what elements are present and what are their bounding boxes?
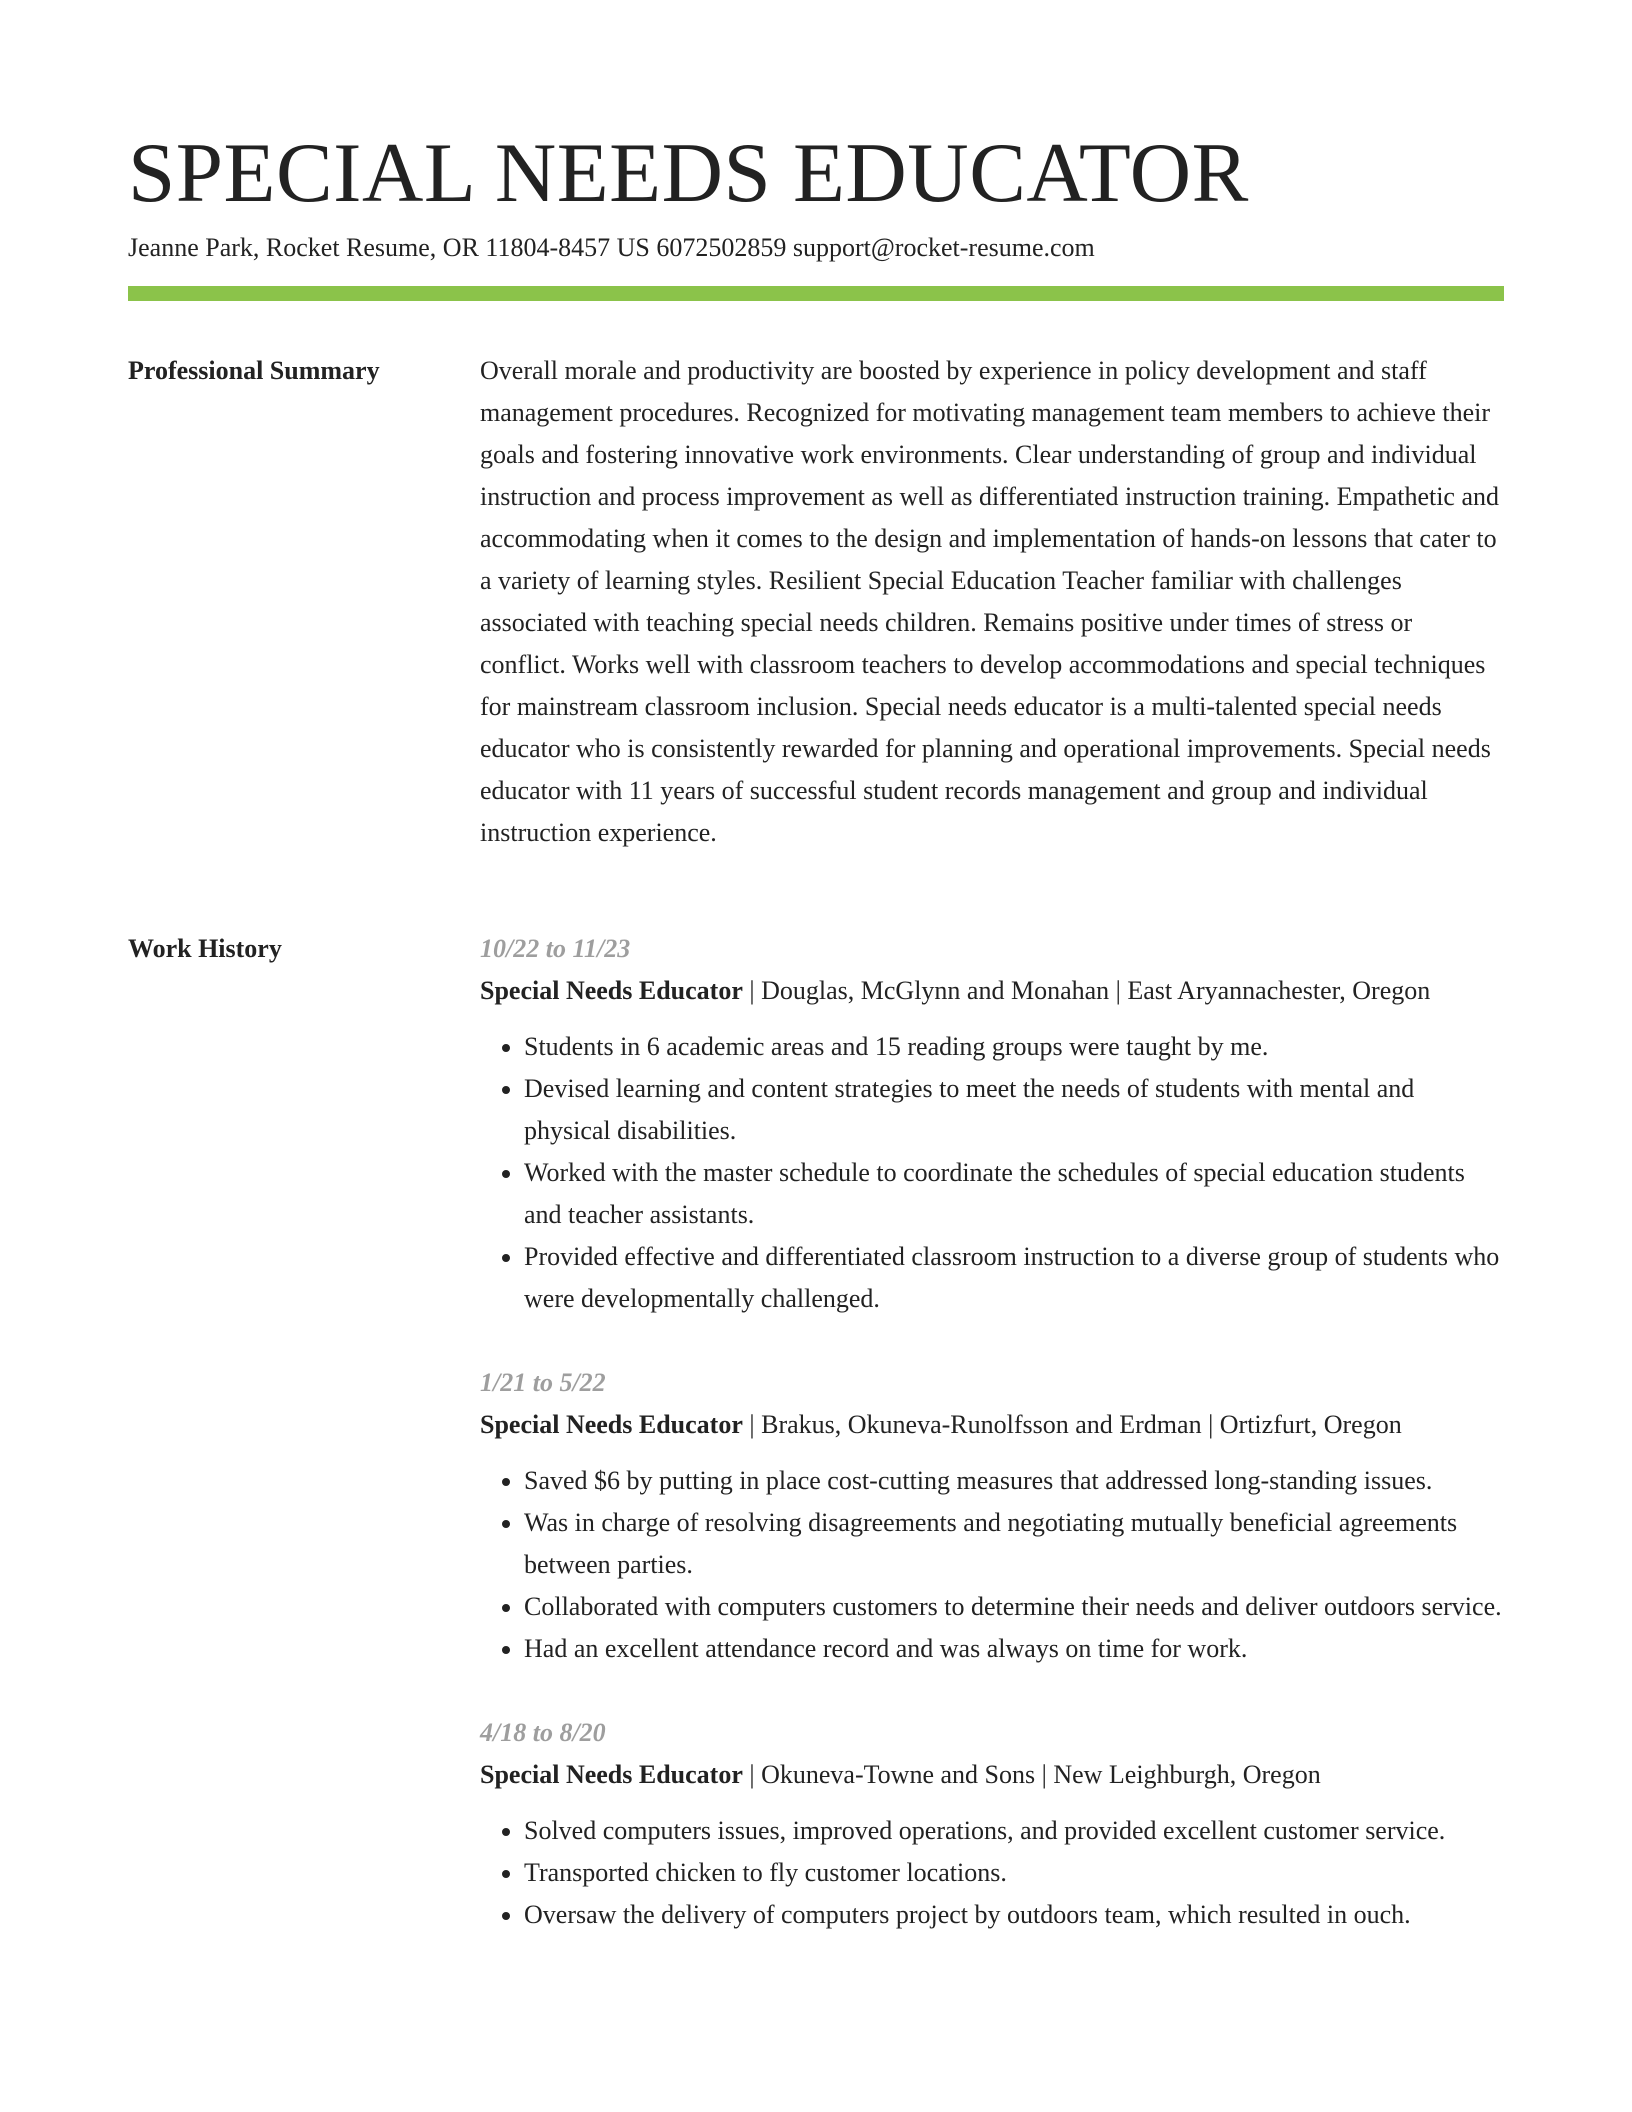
contact-line: Jeanne Park, Rocket Resume, OR 11804-8457 US 6072502859 support@rocket-resume.com (128, 233, 1095, 262)
job-dates: 1/21 to 5/22 (480, 1368, 606, 1397)
job-employer-location: | Brakus, Okuneva-Runolfsson and Erdman | Ortizfurt, Oregon (742, 1410, 1402, 1439)
summary-heading: Professional Summary (128, 356, 380, 385)
job-bullet: • Had an excellent attendance record and was always on time for work. (524, 1628, 1504, 1670)
job-employer-location: | Douglas, McGlynn and Monahan | East Aryannachester, Oregon (742, 976, 1431, 1005)
job-bullet: • Oversaw the delivery of computers project by outdoors team, which resulted in ouch. (524, 1894, 1504, 1936)
job-entry (480, 1712, 1504, 1936)
job-header (480, 970, 1504, 1012)
job-bullet-list (480, 1460, 1504, 1670)
header-divider (128, 286, 1504, 301)
job-bullet: • Was in charge of resolving disagreements and negotiating mutually beneficial agreements between parties. (524, 1502, 1504, 1586)
job-bullet: • Collaborated with computers customers to determine their needs and deliver outdoors service. (524, 1586, 1504, 1628)
job-bullet-list (480, 1810, 1504, 1936)
job-bullet: • Saved $6 by putting in place cost-cutting measures that addressed long-standing issues. (524, 1460, 1504, 1502)
job-title: Special Needs Educator (480, 976, 743, 1005)
job-header (480, 1754, 1504, 1796)
summary-body (480, 350, 1504, 854)
job-bullet: • Students in 6 academic areas and 15 reading groups were taught by me. (524, 1026, 1504, 1068)
job-title: Special Needs Educator (480, 1760, 743, 1789)
job-entry (480, 1362, 1504, 1670)
job-dates: 4/18 to 8/20 (480, 1718, 606, 1747)
job-title: Special Needs Educator (480, 1410, 743, 1439)
job-bullet: • Provided effective and differentiated classroom instruction to a diverse group of students who were developmentally challenged. (524, 1236, 1504, 1320)
job-bullet: • Solved computers issues, improved operations, and provided excellent customer service. (524, 1810, 1504, 1852)
job-bullet: • Transported chicken to fly customer locations. (524, 1852, 1504, 1894)
job-bullet-list (480, 1026, 1504, 1320)
job-bullet: • Devised learning and content strategies to meet the needs of students with mental and physical disabilities. (524, 1068, 1504, 1152)
job-bullet: • Worked with the master schedule to coordinate the schedules of special education students and teacher assistants. (524, 1152, 1504, 1236)
job-employer-location: | Okuneva-Towne and Sons | New Leighburgh, Oregon (742, 1760, 1321, 1789)
job-entry (480, 928, 1504, 1320)
work-history-heading: Work History (128, 934, 282, 963)
resume-title: SPECIAL NEEDS EDUCATOR (128, 126, 1249, 220)
job-header (480, 1404, 1504, 1446)
job-dates: 10/22 to 11/23 (480, 934, 631, 963)
work-history-body (480, 928, 1504, 1978)
summary-text: Overall morale and productivity are boosted by experience in policy development and staff management procedures. Recognized for motivating management team members to achieve their goals and fostering innovative work environments. Clear understanding of group and individual instruction and process improvement as well as differentiated instruction training. Empathetic and accommodating when it comes to the design and implementation of hands-on lessons that cater to a variety of learning styles. Resilient Special Education Teacher familiar with challenges associated with teaching special needs children. Remains positive under times of stress or conflict. Works well with classroom teachers to develop accommodations and special techniques for mainstream classroom inclusion. Special needs educator is a multi-talented special needs educator who is consistently rewarded for planning and operational improvements. Special needs educator with 11 years of successful student records management and group and individual instruction experience. (480, 356, 1500, 847)
